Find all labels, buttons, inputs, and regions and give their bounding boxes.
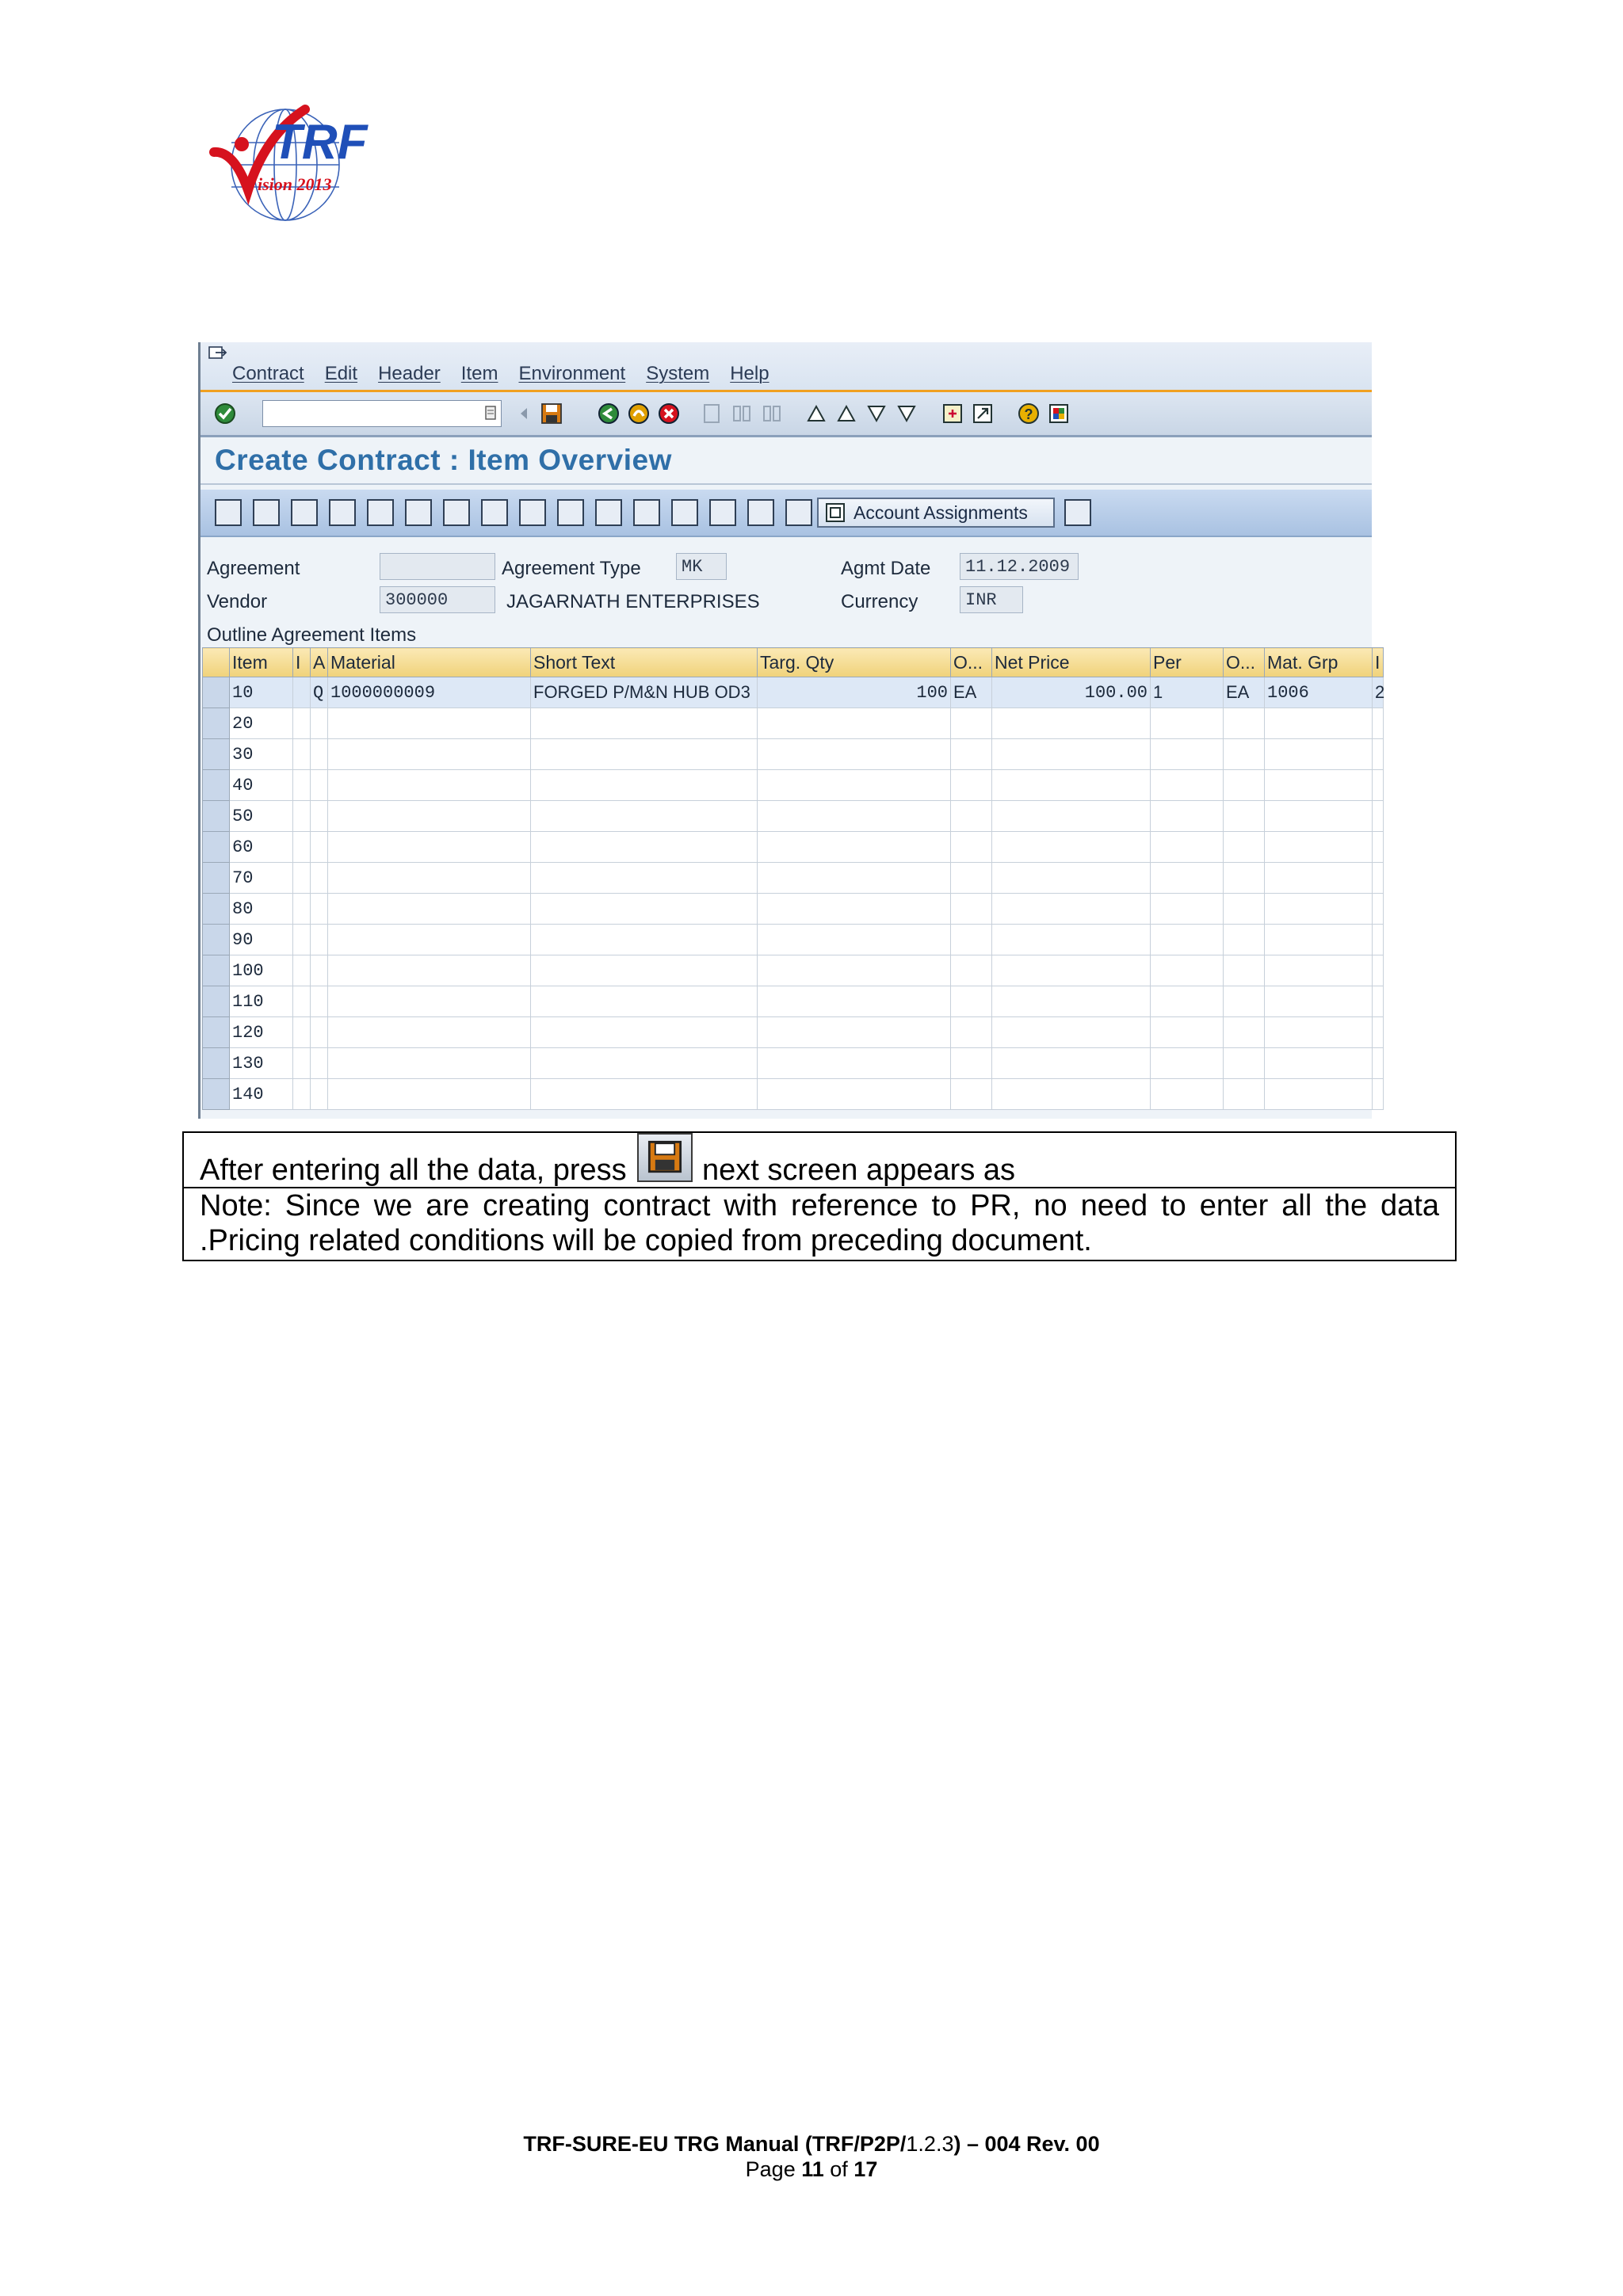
item-cell[interactable]: 110 xyxy=(230,986,293,1017)
empty-cell[interactable] xyxy=(1373,925,1384,955)
column-header-a[interactable]: A xyxy=(311,648,328,677)
instruction-box xyxy=(182,1131,1457,1188)
title-divider xyxy=(200,483,1372,485)
page-footer xyxy=(0,2131,1623,2182)
agreement-label: Agreement xyxy=(207,558,300,579)
price-conditions-icon[interactable] xyxy=(1064,499,1091,526)
save-button-icon xyxy=(637,1133,693,1182)
empty-cell[interactable] xyxy=(1151,955,1224,986)
select-all-cell[interactable] xyxy=(203,648,230,677)
exit-icon[interactable] xyxy=(627,402,651,425)
account-assignments-label: Account Assignments xyxy=(854,502,1028,523)
table-row[interactable] xyxy=(203,1017,1384,1048)
item-cell[interactable]: 130 xyxy=(230,1048,293,1079)
empty-cell[interactable] xyxy=(531,955,758,986)
empty-cell[interactable] xyxy=(1151,1048,1224,1079)
empty-cell[interactable] xyxy=(1265,832,1373,863)
svg-text:?: ? xyxy=(1024,406,1033,422)
table-row[interactable] xyxy=(203,863,1384,894)
item-cell[interactable]: 140 xyxy=(230,1079,293,1110)
empty-cell[interactable] xyxy=(1224,832,1265,863)
menu-header[interactable]: Header xyxy=(378,363,441,384)
row-selector[interactable] xyxy=(203,1017,230,1048)
empty-cell[interactable] xyxy=(1151,739,1224,770)
empty-cell[interactable] xyxy=(1373,1048,1384,1079)
instruction-text-before: After entering all the data, press xyxy=(200,1154,627,1187)
sort-icon[interactable] xyxy=(481,499,508,526)
empty-cell[interactable] xyxy=(951,1079,992,1110)
create-session-icon[interactable] xyxy=(941,402,964,425)
search-icon[interactable] xyxy=(633,499,660,526)
empty-cell[interactable] xyxy=(311,925,328,955)
empty-cell[interactable] xyxy=(992,955,1151,986)
empty-cell[interactable] xyxy=(1224,1017,1265,1048)
empty-cell[interactable] xyxy=(1373,1017,1384,1048)
conditions-icon[interactable] xyxy=(519,499,546,526)
empty-cell[interactable] xyxy=(531,1048,758,1079)
column-header-item[interactable]: Item xyxy=(230,648,293,677)
vendor-name: JAGARNATH ENTERPRISES xyxy=(506,591,760,612)
empty-cell[interactable] xyxy=(311,739,328,770)
empty-cell[interactable] xyxy=(1151,894,1224,925)
empty-cell[interactable] xyxy=(1373,739,1384,770)
empty-cell[interactable] xyxy=(758,925,951,955)
account-assignments-icon xyxy=(825,502,846,523)
empty-cell[interactable] xyxy=(293,986,311,1017)
vendor-field[interactable]: 300000 xyxy=(380,586,495,613)
table-row[interactable] xyxy=(203,986,1384,1017)
menu-system[interactable]: System xyxy=(646,363,710,384)
empty-cell[interactable] xyxy=(1224,1048,1265,1079)
application-toolbar xyxy=(200,490,1372,537)
menu-environment[interactable]: Environment xyxy=(518,363,626,384)
extra-cell[interactable]: 2 xyxy=(1373,677,1384,708)
empty-cell[interactable] xyxy=(992,1048,1151,1079)
empty-cell[interactable] xyxy=(758,1079,951,1110)
item-cell[interactable]: 10 xyxy=(230,677,293,708)
empty-cell[interactable] xyxy=(328,1079,531,1110)
empty-cell[interactable] xyxy=(758,1048,951,1079)
empty-cell[interactable] xyxy=(951,832,992,863)
row-selector[interactable] xyxy=(203,925,230,955)
column-header-extra[interactable]: I xyxy=(1373,648,1384,677)
table-row[interactable] xyxy=(203,1079,1384,1110)
empty-cell[interactable] xyxy=(992,801,1151,832)
item-cell[interactable]: 40 xyxy=(230,770,293,801)
column-header-order-unit[interactable]: O... xyxy=(951,648,992,677)
empty-cell[interactable] xyxy=(328,863,531,894)
empty-cell[interactable] xyxy=(311,708,328,739)
vendor-label: Vendor xyxy=(207,591,268,612)
next-page-icon[interactable] xyxy=(865,402,888,425)
empty-cell[interactable] xyxy=(1151,770,1224,801)
calculator-icon[interactable] xyxy=(671,499,698,526)
empty-cell[interactable] xyxy=(531,894,758,925)
items-table xyxy=(202,647,1385,1123)
empty-cell[interactable] xyxy=(951,1048,992,1079)
row-selector[interactable] xyxy=(203,770,230,801)
table-row[interactable] xyxy=(203,770,1384,801)
empty-cell[interactable] xyxy=(1265,925,1373,955)
header-details-icon[interactable] xyxy=(215,499,242,526)
empty-cell[interactable] xyxy=(328,801,531,832)
select-all-icon[interactable] xyxy=(405,499,432,526)
empty-cell[interactable] xyxy=(951,1017,992,1048)
delete-icon[interactable] xyxy=(367,499,394,526)
empty-cell[interactable] xyxy=(992,1079,1151,1110)
empty-cell[interactable] xyxy=(992,832,1151,863)
customize-layout-icon[interactable] xyxy=(1047,402,1071,425)
currency-field[interactable]: INR xyxy=(960,586,1023,613)
empty-cell[interactable] xyxy=(293,863,311,894)
empty-cell[interactable] xyxy=(1373,955,1384,986)
table-row[interactable] xyxy=(203,894,1384,925)
standard-toolbar xyxy=(200,392,1372,437)
item-cell[interactable]: 20 xyxy=(230,708,293,739)
price-unit-cell[interactable]: EA xyxy=(1224,677,1265,708)
agmt-date-field[interactable]: 11.12.2009 xyxy=(960,553,1079,580)
empty-cell[interactable] xyxy=(311,986,328,1017)
empty-cell[interactable] xyxy=(1373,1079,1384,1110)
empty-cell[interactable] xyxy=(951,986,992,1017)
item-cell[interactable]: 50 xyxy=(230,801,293,832)
empty-cell[interactable] xyxy=(311,863,328,894)
table-row[interactable] xyxy=(203,677,1384,708)
column-header-targ-qty[interactable]: Targ. Qty xyxy=(758,648,951,677)
footer-ref-part1: TRF-SURE-EU TRG Manual (TRF/P2P/ xyxy=(523,2132,907,2156)
agreement-type-field[interactable]: MK xyxy=(676,553,727,580)
empty-cell[interactable] xyxy=(758,739,951,770)
table-row[interactable] xyxy=(203,955,1384,986)
item-cell[interactable]: 90 xyxy=(230,925,293,955)
empty-cell[interactable] xyxy=(992,739,1151,770)
empty-cell[interactable] xyxy=(293,832,311,863)
page-title: Create Contract : Item Overview xyxy=(215,444,672,476)
column-header-price-unit[interactable]: O... xyxy=(1224,648,1265,677)
empty-cell[interactable] xyxy=(1151,832,1224,863)
empty-cell[interactable] xyxy=(951,863,992,894)
empty-cell[interactable] xyxy=(531,801,758,832)
empty-cell[interactable] xyxy=(531,986,758,1017)
empty-cell[interactable] xyxy=(311,1017,328,1048)
empty-cell[interactable] xyxy=(951,739,992,770)
empty-cell[interactable] xyxy=(1373,894,1384,925)
empty-cell[interactable] xyxy=(311,832,328,863)
row-selector[interactable] xyxy=(203,863,230,894)
row-selector[interactable] xyxy=(203,955,230,986)
empty-cell[interactable] xyxy=(1265,1017,1373,1048)
save-icon[interactable] xyxy=(540,402,563,425)
table-row[interactable] xyxy=(203,739,1384,770)
logo-text: TRF xyxy=(272,115,368,170)
column-header-short-text[interactable]: Short Text xyxy=(531,648,758,677)
empty-cell[interactable] xyxy=(531,863,758,894)
empty-cell[interactable] xyxy=(1265,801,1373,832)
row-selector[interactable] xyxy=(203,986,230,1017)
empty-cell[interactable] xyxy=(1151,925,1224,955)
row-selector[interactable] xyxy=(203,832,230,863)
empty-cell[interactable] xyxy=(1224,1079,1265,1110)
empty-cell[interactable] xyxy=(328,925,531,955)
empty-cell[interactable] xyxy=(1151,1079,1224,1110)
column-header-net-price[interactable]: Net Price xyxy=(992,648,1151,677)
row-selector[interactable] xyxy=(203,894,230,925)
trf-vision-logo xyxy=(210,103,369,226)
item-cell[interactable]: 30 xyxy=(230,739,293,770)
item-cell[interactable]: 100 xyxy=(230,955,293,986)
empty-cell[interactable] xyxy=(531,832,758,863)
footer-page-total: 17 xyxy=(854,2157,878,2181)
empty-cell[interactable] xyxy=(992,1017,1151,1048)
i-cell[interactable] xyxy=(293,677,311,708)
empty-cell[interactable] xyxy=(293,770,311,801)
empty-cell[interactable] xyxy=(992,863,1151,894)
empty-cell[interactable] xyxy=(293,1017,311,1048)
empty-cell[interactable] xyxy=(328,1017,531,1048)
empty-cell[interactable] xyxy=(992,986,1151,1017)
empty-cell[interactable] xyxy=(1151,708,1224,739)
logo-tagline: ision 2013 xyxy=(258,174,332,194)
empty-cell[interactable] xyxy=(951,894,992,925)
empty-cell[interactable] xyxy=(1373,708,1384,739)
empty-cell[interactable] xyxy=(328,986,531,1017)
mat-grp-cell[interactable]: 1006 xyxy=(1265,677,1373,708)
help-icon[interactable] xyxy=(1017,402,1041,425)
empty-cell[interactable] xyxy=(293,1048,311,1079)
empty-cell[interactable] xyxy=(1224,708,1265,739)
empty-cell[interactable] xyxy=(293,801,311,832)
empty-cell[interactable] xyxy=(293,925,311,955)
table-row[interactable] xyxy=(203,801,1384,832)
back-icon[interactable] xyxy=(597,402,621,425)
previous-page-icon[interactable] xyxy=(834,402,858,425)
empty-cell[interactable] xyxy=(328,739,531,770)
instruction-text-after: next screen appears as xyxy=(702,1154,1016,1187)
empty-cell[interactable] xyxy=(1151,863,1224,894)
net-price-cell[interactable]: 100.00 xyxy=(992,677,1151,708)
account-assignments-button[interactable] xyxy=(817,498,1055,528)
empty-cell[interactable] xyxy=(1151,1017,1224,1048)
footer-ref-part2: ) – 004 Rev. 00 xyxy=(953,2132,1100,2156)
empty-cell[interactable] xyxy=(1373,770,1384,801)
empty-cell[interactable] xyxy=(1265,1048,1373,1079)
item-cell[interactable]: 70 xyxy=(230,863,293,894)
menu-edit[interactable]: Edit xyxy=(324,363,358,384)
table-row[interactable] xyxy=(203,1048,1384,1079)
empty-cell[interactable] xyxy=(531,1017,758,1048)
footer-page-current: 11 xyxy=(801,2157,824,2181)
sap-screenshot xyxy=(198,342,1385,1119)
find-icon[interactable] xyxy=(730,402,754,425)
material-cell[interactable]: 1000000009 xyxy=(328,677,531,708)
edit-icon[interactable] xyxy=(709,499,736,526)
empty-cell[interactable] xyxy=(758,894,951,925)
agreement-type-label: Agreement Type xyxy=(502,558,641,579)
agreement-field[interactable] xyxy=(380,553,495,580)
table-row[interactable] xyxy=(203,925,1384,955)
table-row[interactable] xyxy=(203,832,1384,863)
row-selector[interactable] xyxy=(203,1048,230,1079)
row-selector[interactable] xyxy=(203,801,230,832)
new-item-icon[interactable] xyxy=(329,499,356,526)
empty-cell[interactable] xyxy=(758,986,951,1017)
a-cell[interactable]: Q xyxy=(311,677,328,708)
empty-cell[interactable] xyxy=(531,925,758,955)
empty-cell[interactable] xyxy=(1224,739,1265,770)
empty-cell[interactable] xyxy=(951,925,992,955)
empty-cell[interactable] xyxy=(311,770,328,801)
footer-page-prefix: Page xyxy=(745,2157,802,2181)
empty-cell[interactable] xyxy=(328,832,531,863)
menu-item[interactable]: Item xyxy=(460,363,498,384)
table-header-row xyxy=(203,648,1384,677)
header-texts-icon[interactable] xyxy=(253,499,280,526)
empty-cell[interactable] xyxy=(951,801,992,832)
menu-items xyxy=(232,363,769,385)
empty-cell[interactable] xyxy=(293,739,311,770)
empty-cell[interactable] xyxy=(992,708,1151,739)
empty-cell[interactable] xyxy=(328,894,531,925)
empty-cell[interactable] xyxy=(951,955,992,986)
empty-cell[interactable] xyxy=(1373,863,1384,894)
empty-cell[interactable] xyxy=(328,708,531,739)
empty-cell[interactable] xyxy=(1224,986,1265,1017)
column-header-per[interactable]: Per xyxy=(1151,648,1224,677)
empty-cell[interactable] xyxy=(311,1048,328,1079)
currency-label: Currency xyxy=(841,591,918,612)
empty-cell[interactable] xyxy=(1265,986,1373,1017)
item-cell[interactable]: 120 xyxy=(230,1017,293,1048)
agmt-date-label: Agmt Date xyxy=(841,558,931,579)
column-header-i[interactable]: I xyxy=(293,648,311,677)
empty-cell[interactable] xyxy=(293,894,311,925)
footer-doc-ref xyxy=(0,2131,1623,2157)
empty-cell[interactable] xyxy=(758,708,951,739)
empty-cell[interactable] xyxy=(758,770,951,801)
last-page-icon[interactable] xyxy=(895,402,918,425)
row-selector[interactable] xyxy=(203,708,230,739)
empty-cell[interactable] xyxy=(328,770,531,801)
targ-qty-cell[interactable]: 100 xyxy=(758,677,951,708)
menu-contract[interactable]: Contract xyxy=(232,363,304,384)
empty-cell[interactable] xyxy=(531,739,758,770)
footer-ref-version: 1.2.3 xyxy=(906,2132,954,2156)
services-icon[interactable] xyxy=(595,499,622,526)
empty-cell[interactable] xyxy=(293,1079,311,1110)
row-selector[interactable] xyxy=(203,1079,230,1110)
statistics-icon[interactable] xyxy=(785,499,812,526)
enter-check-icon[interactable] xyxy=(213,402,237,425)
empty-cell[interactable] xyxy=(1373,832,1384,863)
empty-cell[interactable] xyxy=(1224,925,1265,955)
empty-cell[interactable] xyxy=(311,955,328,986)
empty-cell[interactable] xyxy=(992,925,1151,955)
empty-cell[interactable] xyxy=(992,770,1151,801)
item-cell[interactable]: 60 xyxy=(230,832,293,863)
order-unit-cell[interactable]: EA xyxy=(951,677,992,708)
empty-cell[interactable] xyxy=(1265,708,1373,739)
empty-cell[interactable] xyxy=(1224,770,1265,801)
empty-cell[interactable] xyxy=(951,770,992,801)
empty-cell[interactable] xyxy=(758,955,951,986)
footer-page-of: of xyxy=(823,2157,854,2181)
empty-cell[interactable] xyxy=(1151,801,1224,832)
command-field[interactable] xyxy=(262,400,502,427)
column-header-material[interactable]: Material xyxy=(328,648,531,677)
print-icon[interactable] xyxy=(700,402,724,425)
table-row[interactable] xyxy=(203,708,1384,739)
empty-cell[interactable] xyxy=(531,708,758,739)
shortcut-icon[interactable] xyxy=(971,402,995,425)
per-cell[interactable]: 1 xyxy=(1151,677,1224,708)
empty-cell[interactable] xyxy=(758,863,951,894)
empty-cell[interactable] xyxy=(1373,801,1384,832)
empty-cell[interactable] xyxy=(758,1017,951,1048)
delivery-truck-icon[interactable] xyxy=(747,499,774,526)
empty-cell[interactable] xyxy=(951,708,992,739)
first-page-icon[interactable] xyxy=(804,402,828,425)
column-header-mat-grp[interactable]: Mat. Grp xyxy=(1265,648,1373,677)
empty-cell[interactable] xyxy=(311,894,328,925)
item-cell[interactable]: 80 xyxy=(230,894,293,925)
command-history-icon[interactable] xyxy=(485,406,496,420)
empty-cell[interactable] xyxy=(992,894,1151,925)
item-details-icon[interactable] xyxy=(291,499,318,526)
empty-cell[interactable] xyxy=(1265,863,1373,894)
row-selector[interactable] xyxy=(203,677,230,708)
row-selector[interactable] xyxy=(203,739,230,770)
footer-page-number xyxy=(0,2157,1623,2182)
empty-cell[interactable] xyxy=(293,955,311,986)
empty-cell[interactable] xyxy=(758,832,951,863)
menu-help[interactable]: Help xyxy=(730,363,769,384)
empty-cell[interactable] xyxy=(1265,894,1373,925)
empty-cell[interactable] xyxy=(328,1048,531,1079)
empty-cell[interactable] xyxy=(531,770,758,801)
deselect-all-icon[interactable] xyxy=(443,499,470,526)
note-box: Note: Since we are creating contract with reference to PR, no need to enter all the data .Pricing related conditions will be copied from preceding document. xyxy=(182,1187,1457,1261)
short-text-cell[interactable]: FORGED P/M&N HUB OD3 xyxy=(531,677,758,708)
back-arrow-small-icon[interactable] xyxy=(516,402,532,425)
empty-cell[interactable] xyxy=(1224,801,1265,832)
empty-cell[interactable] xyxy=(311,801,328,832)
empty-cell[interactable] xyxy=(1224,894,1265,925)
empty-cell[interactable] xyxy=(1265,770,1373,801)
outline-agreement-items-label: Outline Agreement Items xyxy=(207,624,417,646)
print-preview-icon[interactable] xyxy=(557,499,584,526)
empty-cell[interactable] xyxy=(1265,739,1373,770)
empty-cell[interactable] xyxy=(311,1079,328,1110)
menu-exit-icon[interactable] xyxy=(208,345,227,361)
menu-bar xyxy=(200,342,1372,392)
empty-cell[interactable] xyxy=(758,801,951,832)
empty-cell[interactable] xyxy=(1224,955,1265,986)
find-next-icon[interactable] xyxy=(760,402,784,425)
empty-cell[interactable] xyxy=(293,708,311,739)
empty-cell[interactable] xyxy=(1151,986,1224,1017)
empty-cell[interactable] xyxy=(1265,955,1373,986)
empty-cell[interactable] xyxy=(1224,863,1265,894)
empty-cell[interactable] xyxy=(531,1079,758,1110)
empty-cell[interactable] xyxy=(1373,986,1384,1017)
cancel-icon[interactable] xyxy=(657,402,681,425)
empty-cell[interactable] xyxy=(328,955,531,986)
empty-cell[interactable] xyxy=(1265,1079,1373,1110)
